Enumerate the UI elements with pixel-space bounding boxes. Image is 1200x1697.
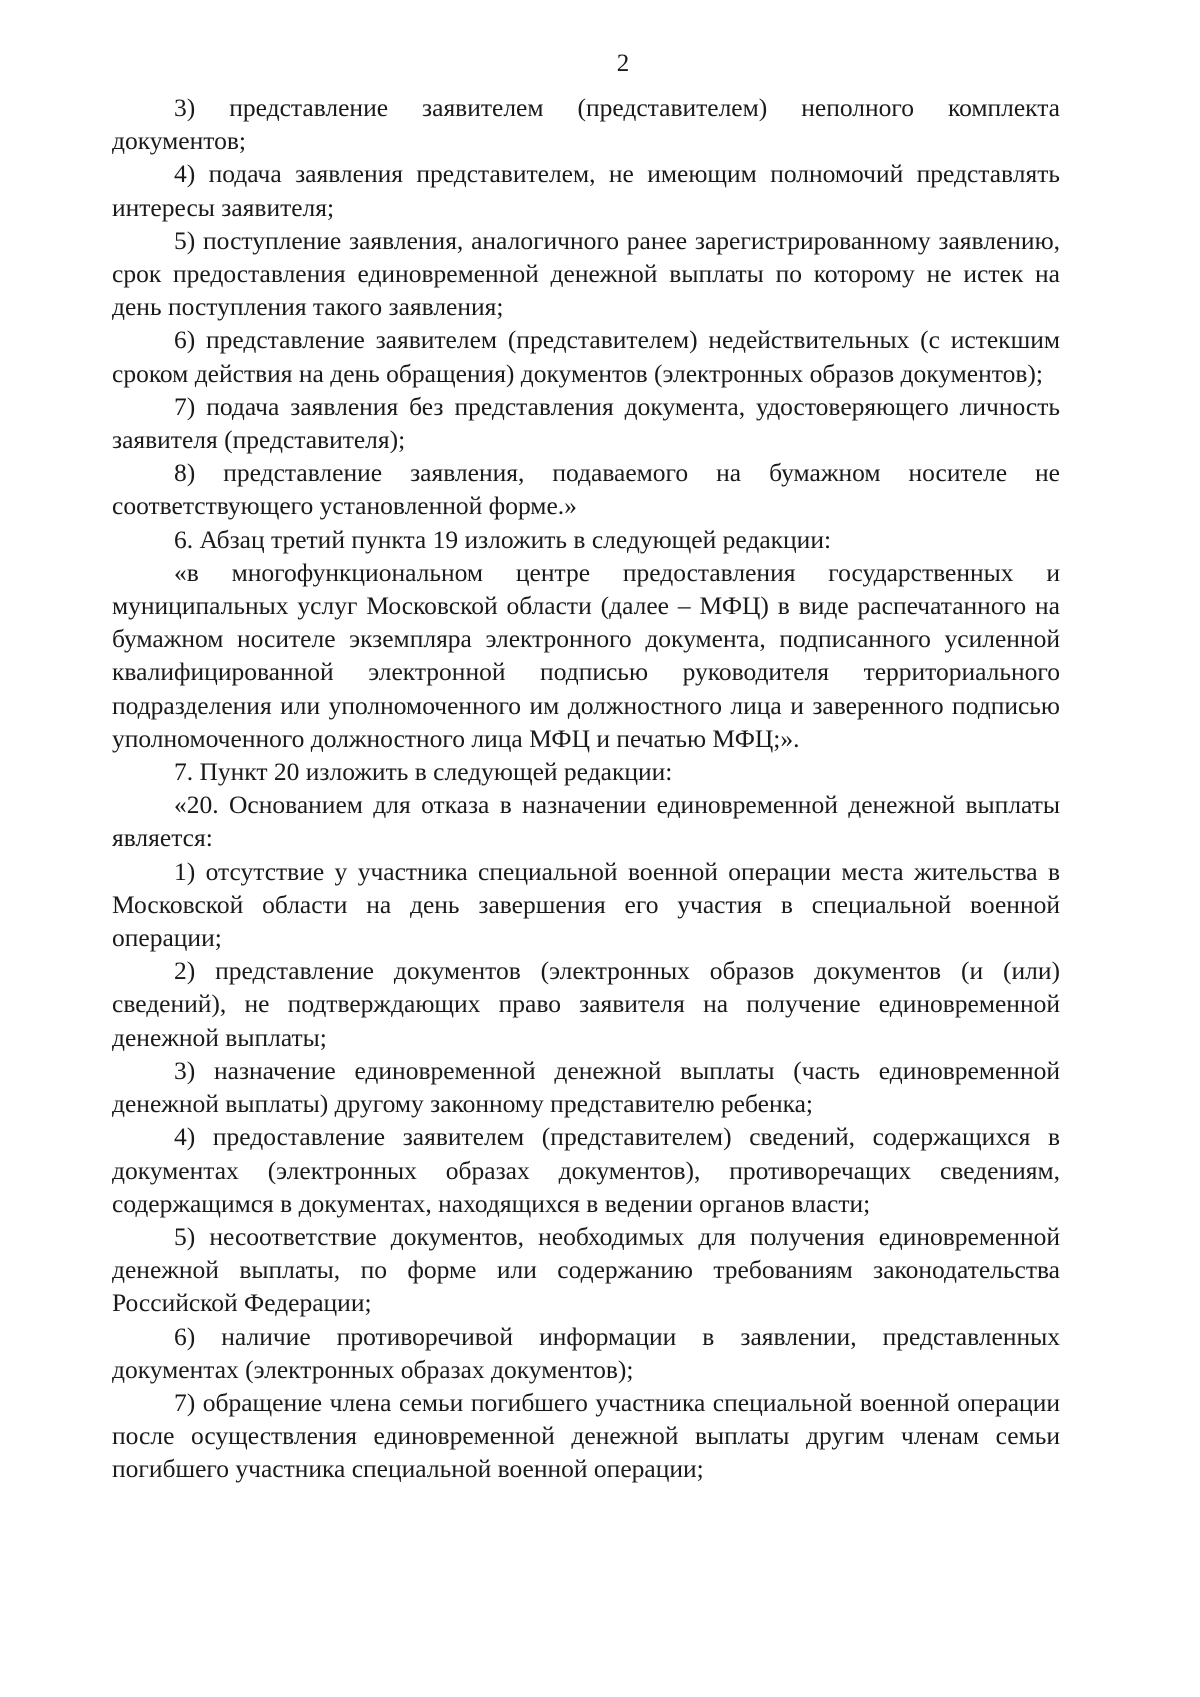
paragraph-refusal-1: 1) отсутствие у участника специальной военной операции места жительства в Московской области на день завершения его участия в специальной военной операции; xyxy=(112,856,1060,953)
paragraph-refusal-7: 7) обращение члена семьи погибшего участника специальной военной операции после осуществления единовременной денежной выплаты другим членам семьи погибшего участника специальной военной операции; xyxy=(112,1387,1060,1484)
paragraph-amendment-6: 6. Абзац третий пункта 19 изложить в следующей редакции: xyxy=(174,524,832,554)
document-body xyxy=(112,91,1060,1486)
paragraph-point-20: «20. Основанием для отказа в назначении единовременной денежной выплаты является: xyxy=(112,790,1060,853)
paragraph-mfc-clause: «в многофункциональном центре предоставления государственных и муниципальных услуг Московской области (далее – МФЦ) в виде распечатанного на бумажном носителе экземпляра электронного документа, подписанного усиленной квалифицированной электронной подписью руководителя территориального подразделения или уполномоченного им должностного лица и заверенного подписью уполномоченного должностного лица МФЦ и печатью МФЦ;». xyxy=(112,557,1060,753)
paragraph-item-8: 8) представление заявления, подаваемого на бумажном носителе не соответствующего установленной форме.» xyxy=(112,458,1060,521)
paragraph-refusal-5: 5) несоответствие документов, необходимых для получения единовременной денежной выплаты, по форме или содержанию требованиям законодательства Российской Федерации; xyxy=(112,1221,1060,1318)
page-number: 2 xyxy=(616,50,630,77)
paragraph-item-4: 4) подача заявления представителем, не имеющим полномочий представлять интересы заявителя; xyxy=(112,159,1060,222)
paragraph-item-3: 3) представление заявителем (представителем) неполного комплекта документов; xyxy=(112,93,1060,156)
paragraph-item-7: 7) подача заявления без представления документа, удостоверяющего личность заявителя (представителя); xyxy=(112,391,1060,455)
paragraph-refusal-6: 6) наличие противоречивой информации в заявлении, представленных документах (электронных образах документов); xyxy=(112,1321,1060,1384)
paragraph-refusal-4: 4) предоставление заявителем (представителем) сведений, содержащихся в документах (электронных образах документов), противоречащих сведениям, содержащимся в документах, находящихся в ведении органов власти; xyxy=(112,1122,1060,1218)
paragraph-amendment-7: 7. Пункт 20 изложить в следующей редакции: xyxy=(174,757,673,787)
paragraph-item-6: 6) представление заявителем (представителем) недействительных (с истекшим сроком действия на день обращения) документов (электронных образов документов); xyxy=(112,325,1060,388)
paragraph-item-5: 5) поступление заявления, аналогичного ранее зарегистрированному заявлению, срок предоставления единовременной денежной выплаты по которому не истек на день поступления такого заявления; xyxy=(112,225,1060,322)
paragraph-refusal-3: 3) назначение единовременной денежной выплаты (часть единовременной денежной выплаты) другому законному представителю ребенка; xyxy=(112,1055,1060,1119)
paragraph-refusal-2: 2) представление документов (электронных образов документов (и (или) сведений), не подтверждающих право заявителя на получение единовременной денежной выплаты; xyxy=(112,956,1060,1052)
